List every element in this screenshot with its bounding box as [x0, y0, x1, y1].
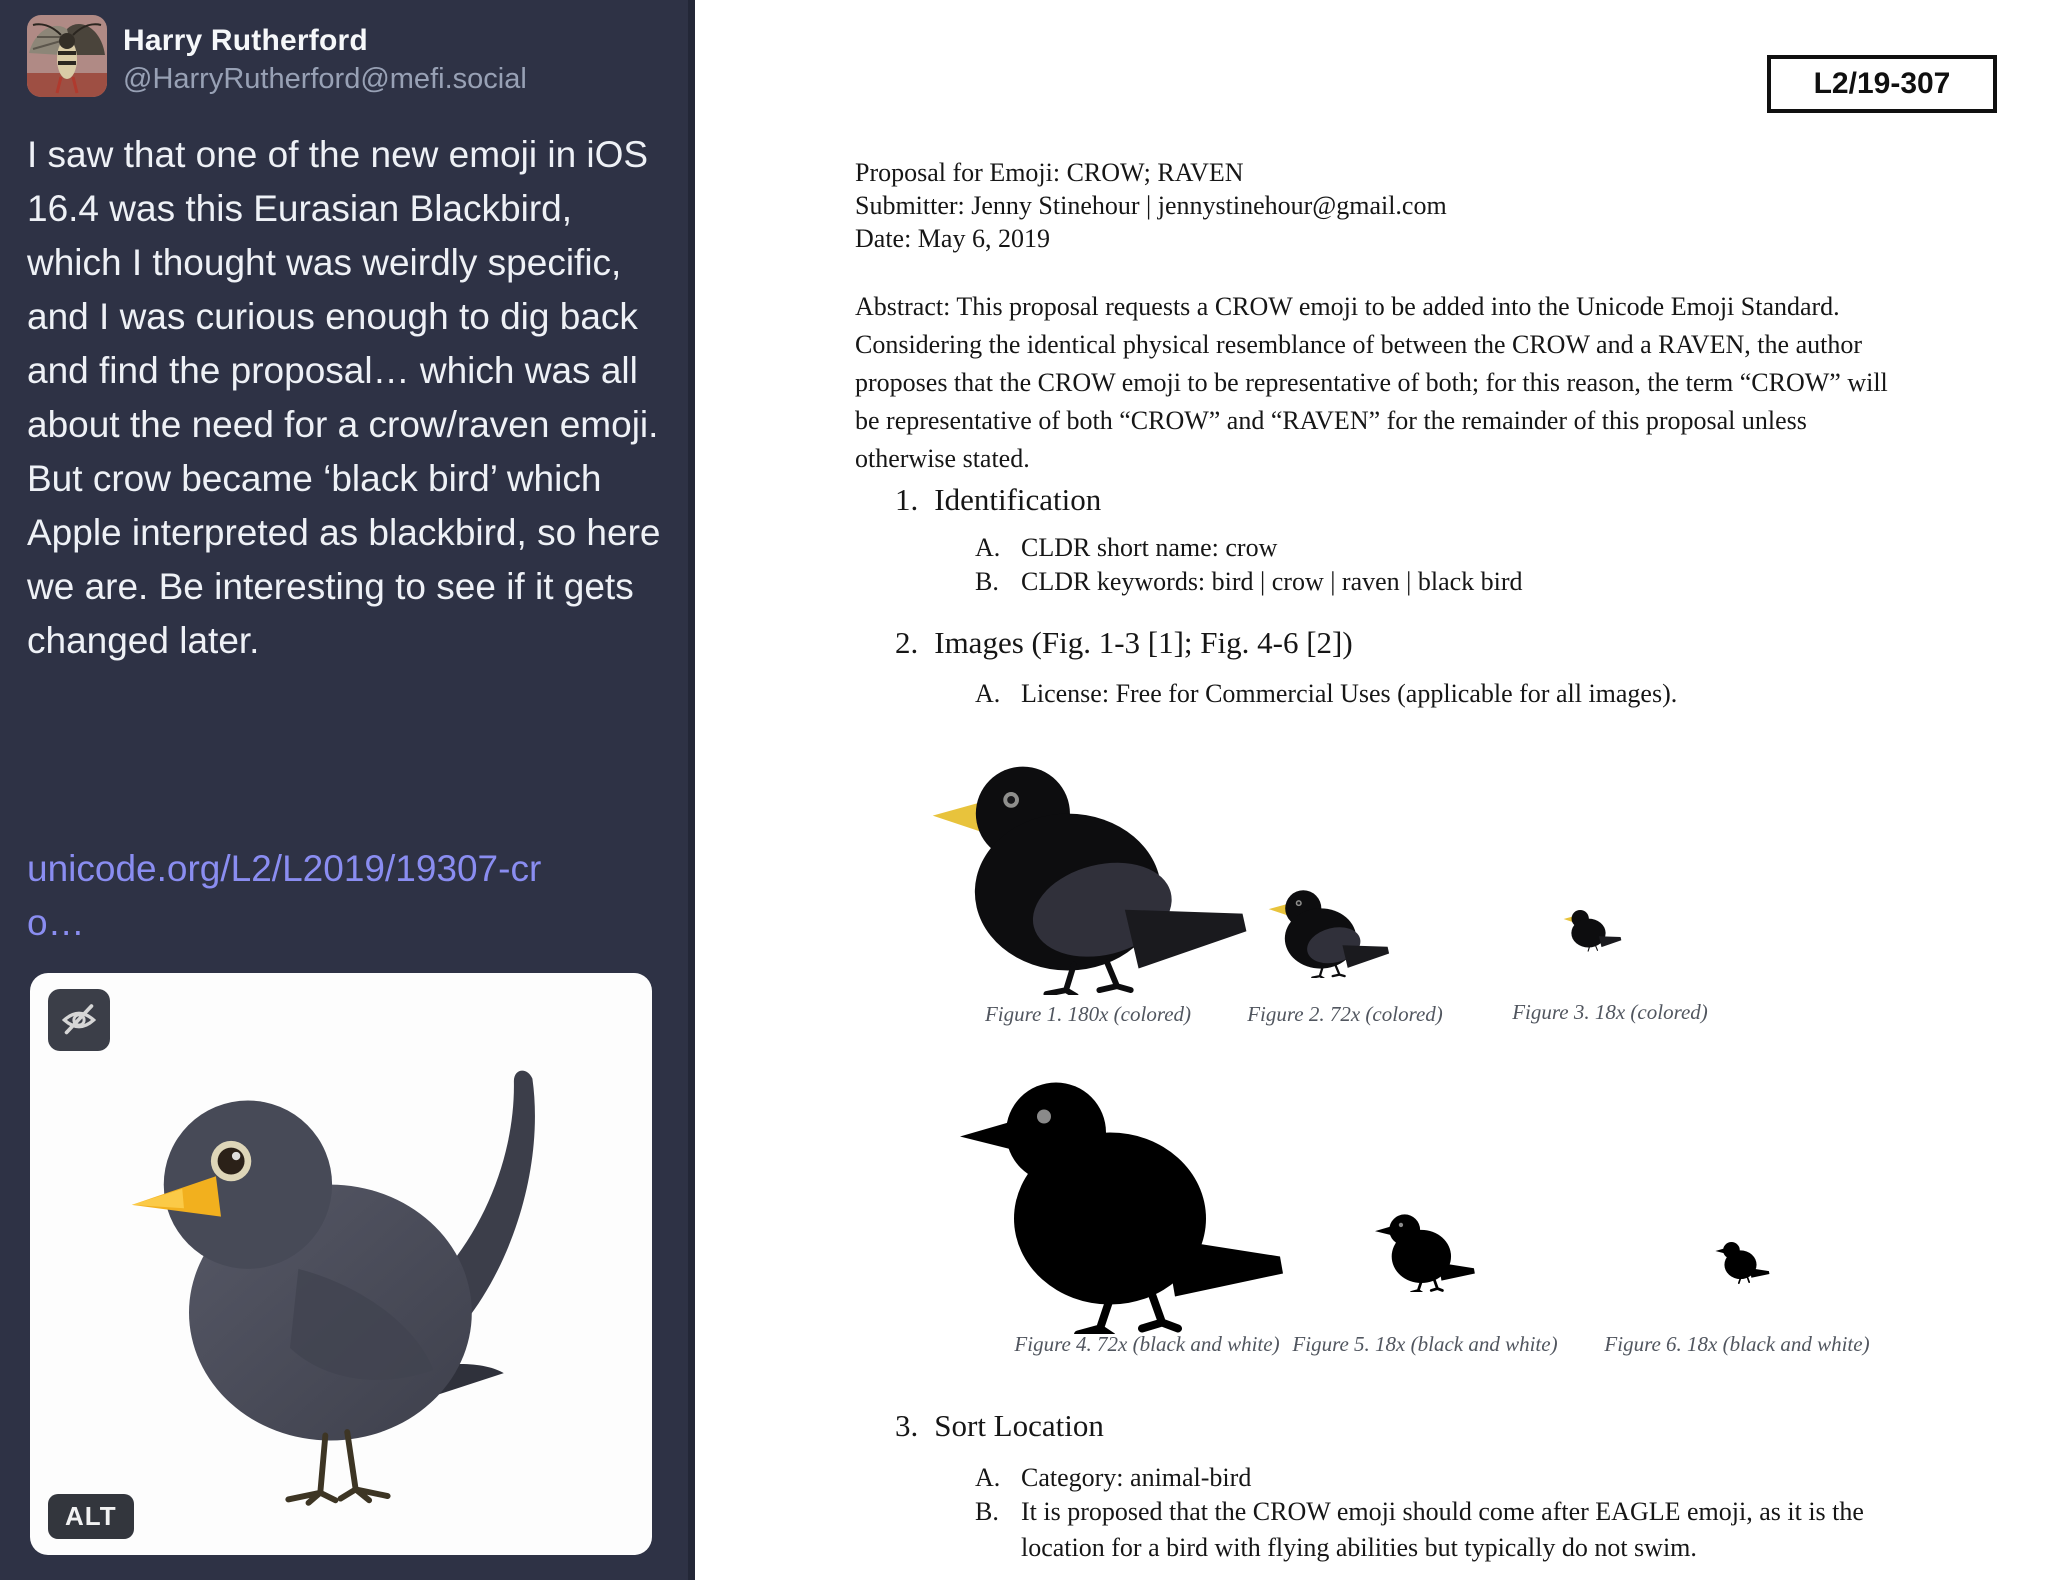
doc-date-line: Date: May 6, 2019: [855, 224, 1050, 253]
alt-badge[interactable]: ALT: [48, 1494, 134, 1539]
figure2-colored-blackbird: [1265, 882, 1395, 978]
item-sort-proposal: B. It is proposed that the CROW emoji should come after EAGLE emoji, as it is the location for a bird with flying abilities but typically do not swim.: [975, 1497, 1864, 1562]
figure6-bw-crow: [1715, 1238, 1771, 1284]
figure3-colored-blackbird: [1563, 906, 1623, 952]
doc-header: [855, 156, 1447, 255]
section-title: Sort Location: [934, 1408, 1104, 1443]
document-panel: [695, 0, 2057, 1580]
doc-submitter-line: Submitter: Jenny Stinehour | jennystinehour@gmail.com: [855, 191, 1447, 220]
author-handle[interactable]: @HarryRutherford@mefi.social: [123, 63, 527, 95]
section-images: [895, 625, 1353, 661]
figure5-bw-crow: [1375, 1192, 1477, 1292]
item-cldr-short-name: A. CLDR short name: crow: [975, 533, 1278, 562]
author-name[interactable]: Harry Rutherford: [123, 24, 368, 57]
moth-photo-avatar: [27, 15, 107, 97]
figure2-caption: Figure 2. 72x (colored): [1247, 1002, 1443, 1026]
section-title: Identification: [934, 482, 1102, 517]
figure6-caption: Figure 6. 18x (black and white): [1604, 1332, 1870, 1356]
figure4-caption: Figure 4. 72x (black and white): [1014, 1332, 1280, 1356]
figure1-caption: Figure 1. 180x (colored): [984, 1002, 1192, 1026]
item-category: A. Category: animal-bird: [975, 1463, 1252, 1492]
doc-number-box: L2/19-307: [1767, 55, 1997, 113]
doc-abstract: Abstract: This proposal requests a CROW emoji to be added into the Unicode Emoji Standard. Considering the identical physical resemblance of between the CROW and a RAVEN, the author proposes that the CROW emoji to be representative of both; for this reason, the term “CROW” will be representative of both “CROW” and “RAVEN” for the remainder of this proposal unless otherwise stated.: [855, 292, 1888, 473]
doc-title-line: Proposal for Emoji: CROW; RAVEN: [855, 158, 1244, 187]
figure3-caption: Figure 3. 18x (colored): [1512, 1000, 1708, 1024]
post-panel: [0, 0, 695, 1580]
item-cldr-keywords: B. CLDR keywords: bird | crow | raven | black bird: [975, 567, 1523, 596]
hide-media-button[interactable]: [48, 989, 110, 1051]
figure5-caption: Figure 5. 18x (black and white): [1292, 1332, 1558, 1356]
post-link[interactable]: unicode.org/L2/L2019/19307-cro…: [27, 848, 542, 943]
section-sort-location: [895, 1408, 1104, 1444]
media-attachment[interactable]: [30, 973, 652, 1555]
post-body-text: I saw that one of the new emoji in iOS 16.4 was this Eurasian Blackbird, which I thought was weirdly specific, and I was curious enough to dig back and find the proposal… which was all about the need for a crow/raven emoji. But crow became ‘black bird’ which Apple interpreted as blackbird, so here we are. Be interesting to see if it gets changed later.: [27, 134, 661, 661]
item-license: A. License: Free for Commercial Uses (applicable for all images).: [975, 679, 1678, 708]
figure1-colored-blackbird: [930, 745, 1255, 995]
section-number: 1.: [895, 482, 919, 517]
section-identification: [895, 482, 1101, 518]
blackbird-emoji-image: [88, 1033, 593, 1508]
section-number: 3.: [895, 1408, 919, 1443]
figure4-bw-crow: [960, 1058, 1290, 1334]
section-title: Images (Fig. 1-3 [1]; Fig. 4-6 [2]): [934, 625, 1353, 660]
eye-slash-icon: [57, 998, 101, 1042]
section-number: 2.: [895, 625, 919, 660]
avatar[interactable]: [27, 15, 107, 97]
